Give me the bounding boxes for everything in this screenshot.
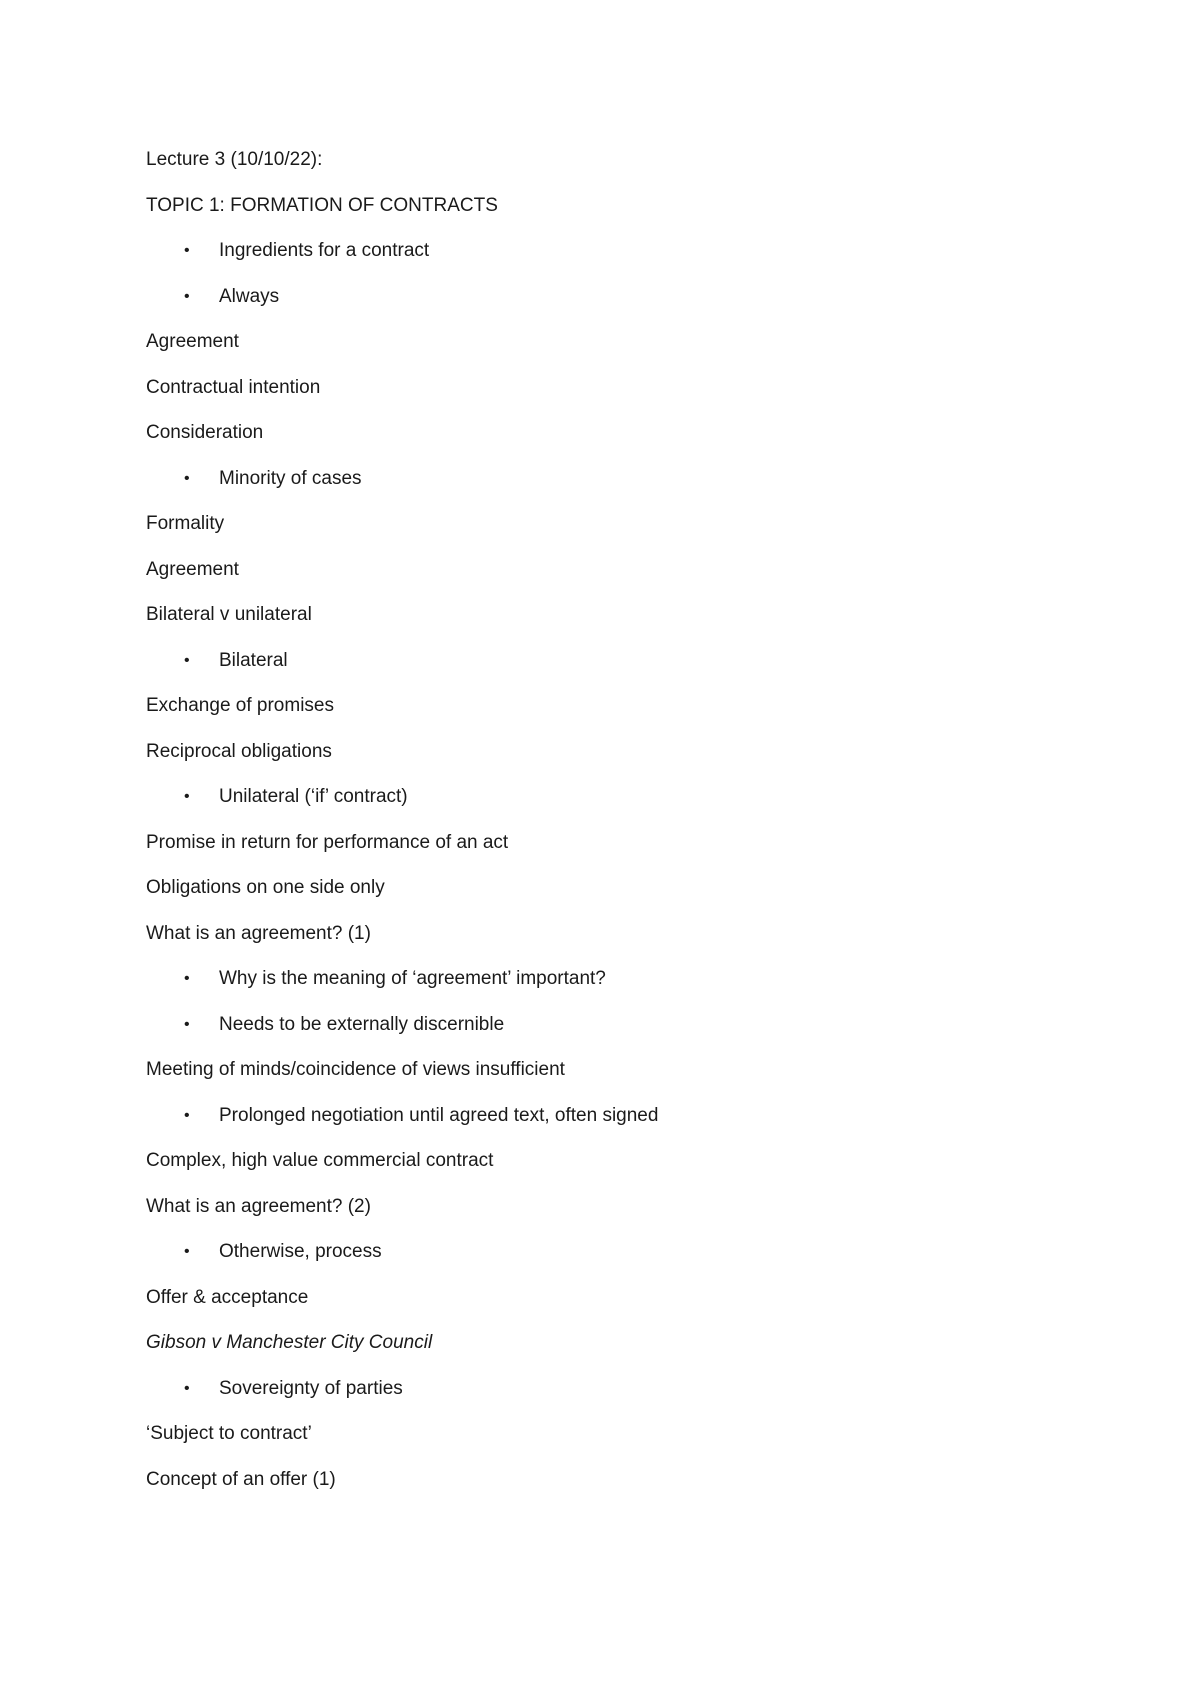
document-body — [146, 148, 1106, 1513]
text-line — [146, 194, 1106, 240]
text-line — [146, 421, 1106, 467]
line-text: Sovereignty of parties — [219, 1377, 403, 1399]
bullet-item — [146, 1013, 1106, 1059]
line-text: What is an agreement? (2) — [146, 1195, 371, 1217]
text-line — [146, 512, 1106, 558]
bullet-item — [146, 1104, 1106, 1150]
bullet-icon: • — [184, 1015, 190, 1033]
line-text: ‘Subject to contract’ — [146, 1423, 312, 1444]
bullet-item — [146, 285, 1106, 331]
text-line — [146, 694, 1106, 740]
line-text: Formality — [146, 513, 225, 534]
text-line — [146, 603, 1106, 649]
text-line — [146, 922, 1106, 968]
bullet-icon: • — [184, 1106, 190, 1124]
line-text: Promise in return for performance of an act — [146, 831, 509, 853]
line-text: Consideration — [146, 422, 264, 443]
text-line — [146, 1195, 1106, 1241]
bullet-icon: • — [184, 242, 190, 259]
bullet-icon: • — [184, 469, 190, 487]
line-text: Reciprocal obligations — [146, 740, 332, 762]
line-text: Agreement — [146, 331, 239, 352]
text-line — [146, 740, 1106, 786]
bullet-icon: • — [184, 651, 190, 669]
text-line — [146, 831, 1106, 877]
bullet-item — [146, 1377, 1106, 1423]
text-line — [146, 876, 1106, 922]
line-text: Meeting of minds/coincidence of views insufficient — [146, 1059, 565, 1080]
line-text: Always — [219, 285, 280, 307]
text-line — [146, 330, 1106, 376]
bullet-item — [146, 967, 1106, 1013]
line-text: TOPIC 1: FORMATION OF CONTRACTS — [146, 194, 498, 216]
line-text: Ingredients for a contract — [219, 240, 430, 261]
case-name — [146, 1331, 1106, 1377]
line-text: Exchange of promises — [146, 695, 334, 716]
line-text: Concept of an offer (1) — [146, 1468, 336, 1490]
text-line — [146, 1286, 1106, 1332]
text-line — [146, 1149, 1106, 1195]
text-line — [146, 1058, 1106, 1104]
line-text: Why is the meaning of ‘agreement’ important? — [219, 968, 606, 989]
line-text: Needs to be externally discernible — [219, 1013, 505, 1035]
line-text: Minority of cases — [219, 467, 362, 489]
line-text: Offer & acceptance — [146, 1286, 309, 1308]
line-text: Contractual intention — [146, 376, 321, 398]
bullet-icon: • — [184, 788, 190, 805]
text-line — [146, 558, 1106, 604]
bullet-item — [146, 239, 1106, 285]
text-line — [146, 376, 1106, 422]
text-line — [146, 1468, 1106, 1514]
line-text: Bilateral — [219, 649, 288, 671]
line-text: Bilateral v unilateral — [146, 604, 312, 625]
bullet-icon: • — [184, 1379, 190, 1397]
bullet-icon: • — [184, 1243, 190, 1260]
bullet-icon: • — [184, 970, 190, 987]
line-text: What is an agreement? (1) — [146, 922, 371, 944]
line-text: Lecture 3 (10/10/22): — [146, 149, 323, 170]
line-text: Agreement — [146, 558, 239, 580]
bullet-item — [146, 1240, 1106, 1286]
bullet-item — [146, 785, 1106, 831]
line-text: Prolonged negotiation until agreed text, often signed — [219, 1104, 659, 1126]
bullet-item — [146, 467, 1106, 513]
bullet-icon: • — [184, 287, 190, 305]
line-text: Unilateral (‘if’ contract) — [219, 786, 408, 807]
line-text: Complex, high value commercial contract — [146, 1150, 494, 1171]
line-text: Otherwise, process — [219, 1241, 382, 1262]
line-text: Gibson v Manchester City Council — [146, 1332, 433, 1353]
line-text: Obligations on one side only — [146, 877, 385, 898]
text-line — [146, 1422, 1106, 1468]
bullet-item — [146, 649, 1106, 695]
text-line — [146, 148, 1106, 194]
